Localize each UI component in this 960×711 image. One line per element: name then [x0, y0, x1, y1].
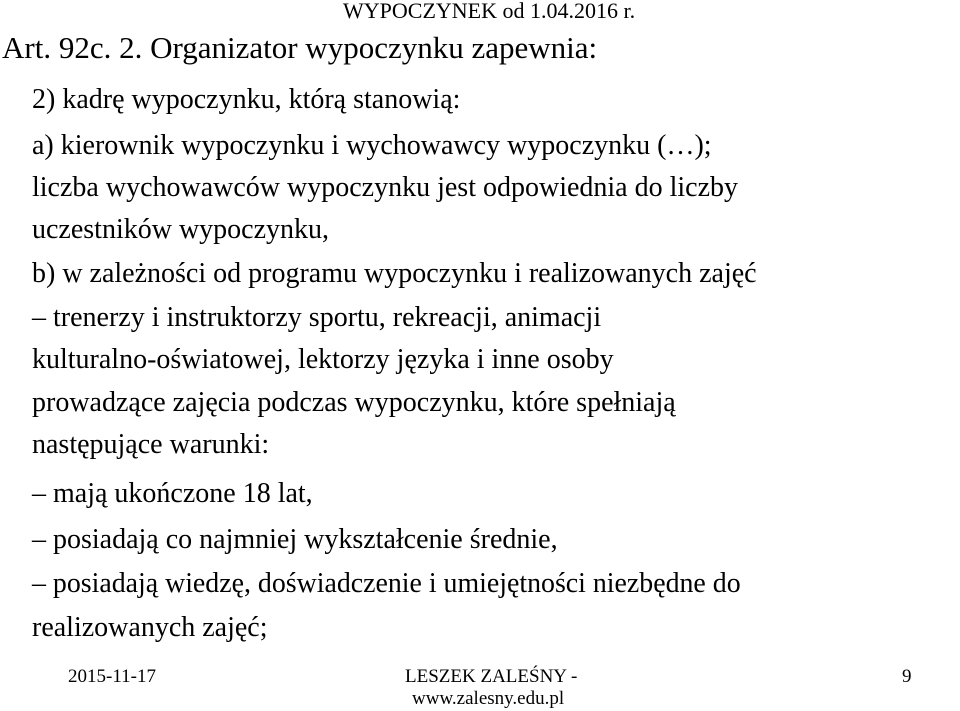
item-a-line-2: liczba wychowawców wypoczynku jest odpowiednia do liczby	[32, 172, 739, 203]
point-2: 2) kadrę wypoczynku, którą stanowią:	[32, 84, 461, 115]
item-a-line-1: a) kierownik wypoczynku i wychowawcy wypoczynku (…);	[32, 130, 712, 161]
slide-header: WYPOCZYNEK od 1.04.2016 r.	[343, 0, 636, 23]
footer-page-number: 9	[902, 666, 912, 687]
footer-author: LESZEK ZALEŚNY -	[405, 666, 578, 687]
item-b-line-5: następujące warunki:	[32, 429, 270, 460]
slide-title: Art. 92c. 2. Organizator wypoczynku zapewnia:	[2, 30, 598, 65]
footer-date: 2015-11-17	[68, 666, 156, 687]
item-b-line-3: kulturalno-oświatowej, lektorzy języka i inne osoby	[32, 344, 614, 375]
condition-knowledge-line-2: realizowanych zajęć;	[32, 612, 268, 643]
condition-age: – mają ukończone 18 lat,	[32, 478, 313, 509]
item-b-line-4: prowadzące zajęcia podczas wypoczynku, które spełniają	[32, 387, 676, 418]
item-b-line-1: b) w zależności od programu wypoczynku i realizowanych zajęć	[32, 258, 757, 289]
footer-website: www.zalesny.edu.pl	[412, 688, 565, 709]
condition-knowledge-line-1: – posiadają wiedzę, doświadczenie i umiejętności niezbędne do	[32, 568, 741, 599]
item-b-line-2: – trenerzy i instruktorzy sportu, rekreacji, animacji	[32, 302, 602, 333]
item-a-line-3: uczestników wypoczynku,	[32, 214, 330, 245]
condition-education: – posiadają co najmniej wykształcenie średnie,	[32, 524, 558, 555]
